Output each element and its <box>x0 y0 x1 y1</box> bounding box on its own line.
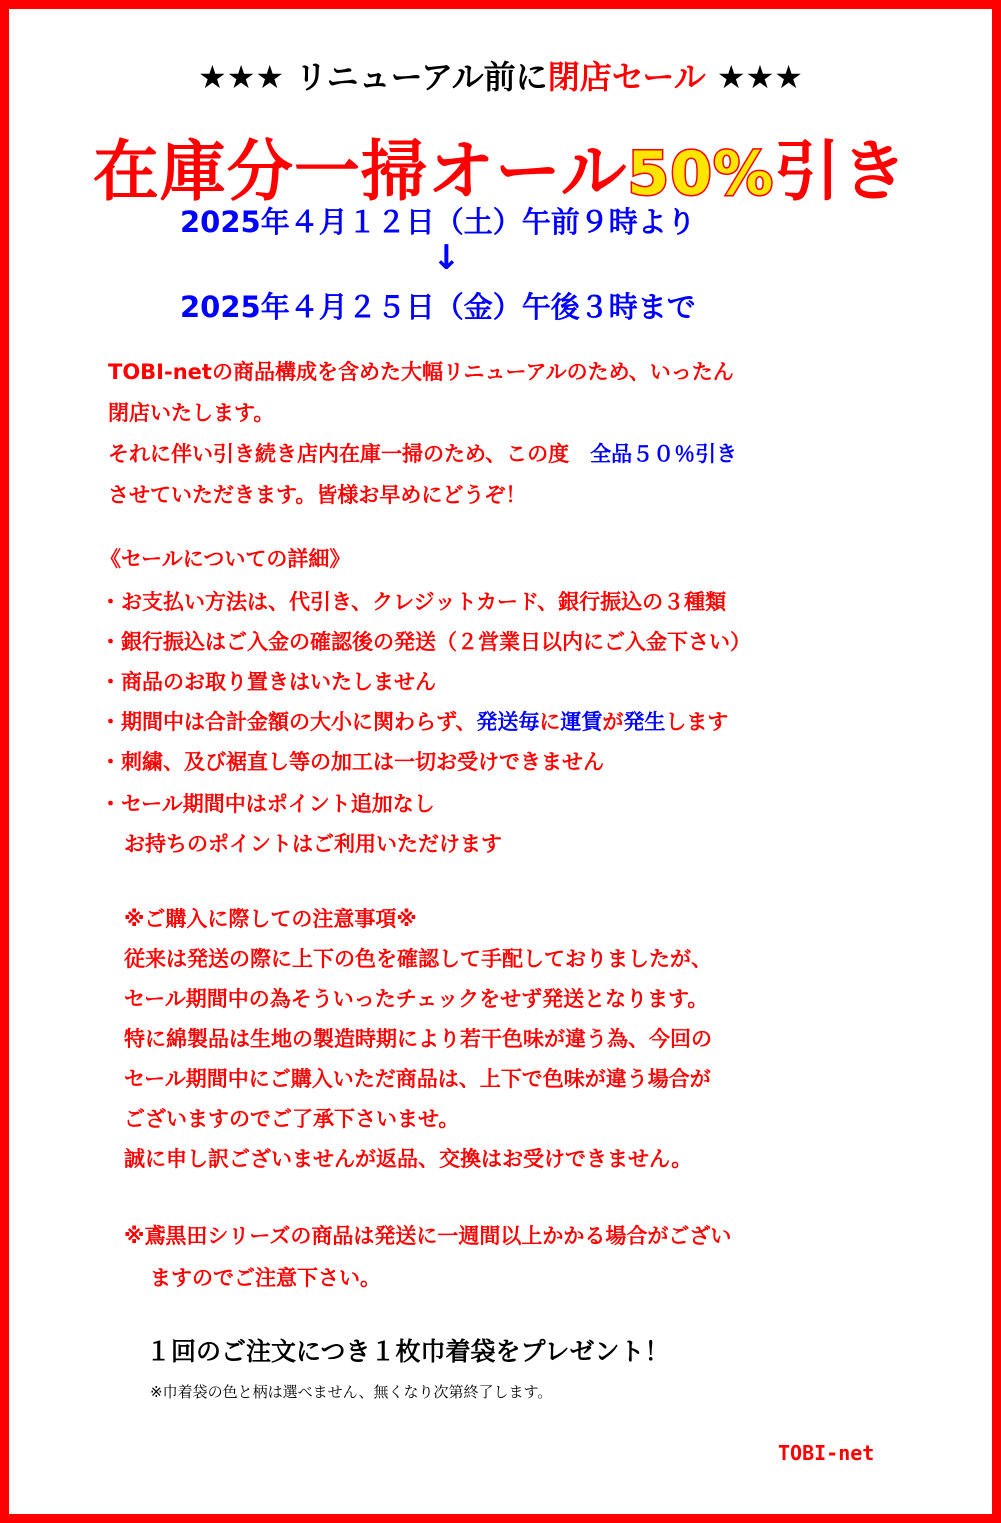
details-item-no-alterations: ・刺繍、及び裾直し等の加工は一切お受けできません <box>100 750 604 774</box>
caution-line-5: ございますのでご了承下さいませ。 <box>124 1107 460 1131</box>
shipping-fee-text-3: が <box>602 710 624 734</box>
details-item-no-points: ・セール期間中はポイント追加なし <box>100 792 435 816</box>
all-items-discount: 全品５０％引き <box>590 442 738 466</box>
shipping-fee-text-2: に <box>539 710 561 734</box>
headline-text: リニューアル前に <box>284 58 548 96</box>
signature: TOBI-net <box>778 1441 875 1465</box>
headline <box>0 52 1001 98</box>
shipping-note-line-1: ※鳶黒田シリーズの商品は発送に一週間以上かかる場合がござい <box>124 1224 732 1248</box>
shipping-fee-freight: 運賃 <box>560 710 603 734</box>
headline-closing-sale: 閉店セール <box>547 58 706 96</box>
intro-line-1: TOBI-netの商品構成を含めた大幅リニューアルのため、いったん <box>108 360 734 384</box>
details-item-no-hold: ・商品のお取り置きはいたしません <box>100 670 436 694</box>
sale-start-date: 2025年４月１２日（土）午前９時より <box>180 205 696 239</box>
details-item-points-usable: お持ちのポイントはご利用いただけます <box>124 832 502 856</box>
shipping-fee-occurs: 発生 <box>623 710 666 734</box>
details-item-shipping-fee <box>100 706 728 736</box>
main-title-text: 在庫分一掃オール <box>92 133 628 210</box>
down-arrow-icon: ↓ <box>432 238 461 278</box>
shipping-note-line-2: ますのでご注意下さい。 <box>150 1266 381 1290</box>
intro-line-3-text: それに伴い引き続き店内在庫一掃のため、この度 <box>108 442 591 466</box>
caution-title: ※ご購入に際しての注意事項※ <box>124 907 417 931</box>
details-item-payment: ・お支払い方法は、代引き、クレジットカード、銀行振込の３種類 <box>100 590 727 614</box>
caution-line-4: セール期間中にご購入いただ商品は、上下で色味が違う場合が <box>124 1067 711 1091</box>
sale-end-date: 2025年４月２５日（金）午後３時まで <box>180 290 696 324</box>
caution-line-1: 従来は発送の際に上下の色を確認して手配しておりましたが、 <box>124 947 712 971</box>
shipping-fee-text-1: ・期間中は合計金額の大小に関わらず、 <box>100 710 477 734</box>
details-title: 《セールについての詳細》 <box>100 547 351 571</box>
shipping-fee-text-4: します <box>665 710 729 734</box>
caution-line-3: 特に綿製品は生地の製造時期により若干色味が違う為、今回の <box>124 1027 712 1051</box>
main-title-percent: 50% <box>627 139 775 209</box>
stars-left: ★★★ <box>198 58 285 96</box>
caution-line-2: セール期間中の為そういったチェックをせず発送となります。 <box>124 987 709 1011</box>
details-item-bank-transfer: ・銀行振込はご入金の確認後の発送（２営業日以内にご入金下さい） <box>100 630 751 654</box>
intro-line-2: 閉店いたします。 <box>108 401 275 425</box>
shipping-fee-per-shipment: 発送毎 <box>476 710 540 734</box>
main-title-suffix: 引き <box>774 133 909 210</box>
main-title <box>0 118 1001 213</box>
gift-announcement: １回のご注文につき１枚巾着袋をプレゼント！ <box>146 1337 670 1366</box>
gift-note: ※巾着袋の色と柄は選べません、無くなり次第終了します。 <box>150 1383 553 1401</box>
intro-line-4: させていただきます。皆様お早めにどうぞ！ <box>108 483 527 507</box>
intro-line-3 <box>108 438 737 468</box>
stars-right: ★★★ <box>705 58 803 96</box>
caution-line-6: 誠に申し訳ございませんが返品、交換はお受けできません。 <box>124 1147 693 1171</box>
